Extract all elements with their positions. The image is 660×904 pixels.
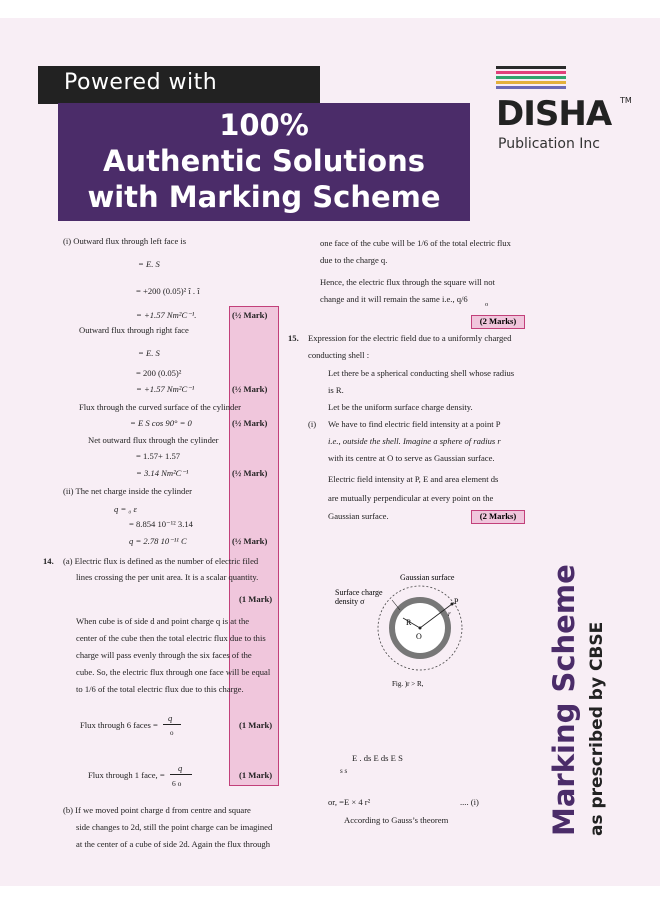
- authentic-banner: [58, 103, 470, 221]
- marking-scheme-sidebar: [532, 470, 612, 840]
- left-text: Flux through 6 faces =: [80, 720, 158, 730]
- fraction-bar: [163, 724, 181, 725]
- right-text: Gaussian surface.: [328, 511, 389, 521]
- label-density: density σ: [335, 597, 365, 606]
- left-text: (a) Electric flux is defined as the number of electric filed: [63, 556, 259, 566]
- right-text: change and it will remain the same i.e., q/6: [320, 294, 468, 304]
- question-number: 14.: [43, 556, 54, 566]
- left-text: = +1.57 Nm²C⁻¹: [136, 384, 195, 394]
- logo-stripe: [496, 66, 566, 69]
- gauss-figure: [330, 570, 480, 690]
- left-text: Flux through the curved surface of the cylinder: [79, 402, 242, 412]
- right-text: one face of the cube will be 1/6 of the total electric flux: [320, 238, 511, 248]
- right-text: (i): [308, 419, 317, 429]
- side-title: Marking Scheme: [547, 564, 581, 836]
- banner-line-3: with Marking Scheme: [87, 180, 441, 214]
- right-text: We have to find electric field intensity at a point P: [328, 419, 501, 429]
- left-text: Flux through 1 face, =: [88, 770, 165, 780]
- right-text: due to the charge q.: [320, 255, 388, 265]
- right-text: Expression for the electric field due to a uniformly charged: [308, 333, 512, 343]
- left-text: cube. So, the electric flux through one face will be equal: [76, 667, 271, 677]
- mark-badge: (2 Marks): [471, 315, 525, 329]
- label-gaussian-surface: Gaussian surface: [400, 573, 455, 582]
- logo-subtitle: Publication Inc: [498, 136, 600, 152]
- label-r: r: [448, 610, 451, 618]
- right-text: is R.: [328, 385, 344, 395]
- left-text: q = 2.78 10⁻¹¹ C: [129, 536, 187, 546]
- left-text: side changes to 2d, still the point charge can be imagined: [76, 822, 273, 832]
- left-text: at the center of a cube of side 2d. Again the flux through: [76, 839, 271, 849]
- side-subtitle: as prescribed by CBSE: [587, 621, 607, 836]
- mark-label: (1 Mark): [239, 770, 273, 780]
- right-text: i.e., outside the shell. Imagine a sphere of radius r: [328, 436, 501, 446]
- banner-line-2: Authentic Solutions: [102, 144, 426, 178]
- fraction-numerator: q: [168, 713, 173, 723]
- fraction-denominator: o: [170, 729, 174, 737]
- banner-line-1: 100%: [219, 108, 309, 142]
- fraction-denominator: 6 o: [172, 779, 182, 788]
- left-text: q = ₀ ε: [114, 504, 137, 514]
- equation-subscripts: s s: [340, 767, 348, 775]
- equation-line: E . ds E ds E S: [352, 753, 403, 763]
- logo-stripe: [496, 86, 566, 89]
- right-text: conducting shell :: [308, 350, 370, 360]
- right-text: Electric field intensity at P, E and area element ds: [328, 474, 499, 484]
- left-text: = 3.14 Nm²C⁻¹: [136, 468, 189, 478]
- right-text: with its centre at O to serve as Gaussian surface.: [328, 453, 495, 463]
- left-text: When cube is of side d and point charge q is at the: [76, 616, 250, 626]
- right-text: Let there be a spherical conducting shell whose radius: [328, 368, 515, 378]
- powered-banner: [38, 66, 320, 104]
- left-text: (b) If we moved point charge d from centre and square: [63, 805, 251, 815]
- left-text: = E. S: [138, 348, 160, 358]
- mark-label: (½ Mark): [232, 468, 268, 478]
- left-text: = 200 (0.05)²: [136, 368, 182, 378]
- mark-label: (½ Mark): [232, 310, 268, 320]
- fraction-numerator: q: [178, 763, 183, 773]
- logo-stripe: [496, 76, 566, 79]
- label-P: P: [454, 597, 459, 606]
- right-text: According to Gauss’s theorem: [344, 815, 449, 825]
- left-text: = +200 (0.05)² î . î: [136, 286, 200, 296]
- mark-label: (½ Mark): [232, 384, 268, 394]
- label-surface-charge: Surface charge: [335, 588, 383, 597]
- right-text: Let be the uniform surface charge density.: [328, 402, 473, 412]
- left-text: = +1.57 Nm²C⁻¹.: [136, 310, 197, 320]
- centre-point: [419, 627, 422, 630]
- mark-label: (1 Mark): [239, 594, 273, 604]
- label-O: O: [416, 632, 422, 641]
- logo-name: DISHA: [496, 94, 612, 134]
- left-text: to 1/6 of the total electric flux due to this charge.: [76, 684, 244, 694]
- right-text: Hence, the electric flux through the square will not: [320, 277, 495, 287]
- left-text: Outward flux through right face: [79, 325, 189, 335]
- subscript: o: [485, 301, 489, 308]
- disha-logo: [496, 66, 636, 156]
- mark-label: (½ Mark): [232, 536, 268, 546]
- left-text: (i) Outward flux through left face is: [63, 236, 187, 246]
- equation-number: .... (i): [460, 797, 479, 807]
- right-text: are mutually perpendicular at every point on the: [328, 493, 494, 503]
- equation-line: or, =E × 4 r²: [328, 797, 371, 807]
- left-text: lines crossing the per unit area. It is a scalar quantity.: [76, 572, 259, 582]
- question-number: 15.: [288, 333, 299, 343]
- left-text: charge will pass evenly through the six faces of the: [76, 650, 252, 660]
- mark-badge: (2 Marks): [471, 510, 525, 524]
- left-text: center of the cube then the total electric flux due to this: [76, 633, 266, 643]
- figure-caption: Fig. )r > R,: [392, 680, 424, 688]
- logo-stripe: [496, 71, 566, 74]
- label-R: R: [406, 618, 412, 627]
- left-text: = 1.57+ 1.57: [136, 451, 181, 461]
- left-text: (ii) The net charge inside the cylinder: [63, 486, 193, 496]
- logo-stripe: [496, 81, 566, 84]
- mark-label: (1 Mark): [239, 720, 273, 730]
- left-text: = 8.854 10⁻¹² 3.14: [129, 519, 193, 529]
- mark-label: (½ Mark): [232, 418, 268, 428]
- logo-tm: TM: [620, 96, 632, 105]
- left-text: = E. S: [138, 259, 160, 269]
- left-text: Net outward flux through the cylinder: [88, 435, 219, 445]
- fraction-bar: [170, 774, 192, 775]
- left-text: = E S cos 90° = 0: [130, 418, 192, 428]
- powered-text: Powered with: [64, 70, 218, 95]
